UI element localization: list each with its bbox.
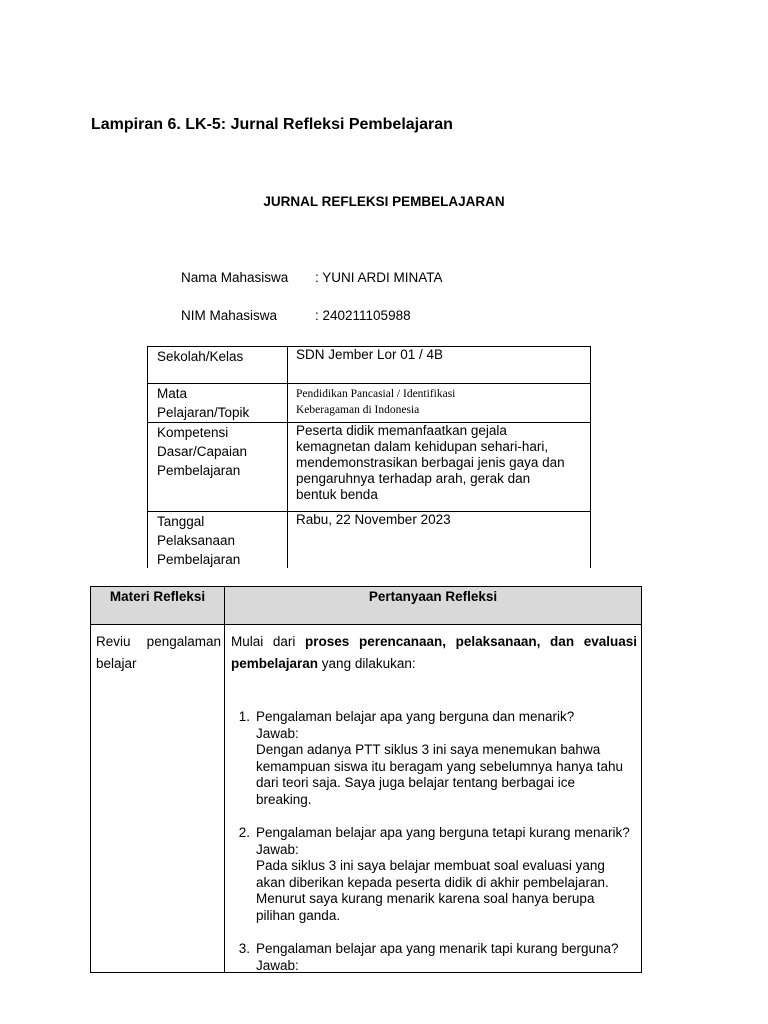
- topic-label: Mata Pelajaran/Topik: [148, 384, 288, 422]
- competency-label-line: Kompetensi: [157, 425, 229, 440]
- intro-line: [231, 656, 416, 671]
- answer-line: Jawab:: [256, 841, 299, 857]
- question-item: [231, 825, 637, 924]
- document-title: JURNAL REFLEKSI PEMBELAJARAN: [263, 194, 505, 209]
- competency-label-line: Dasar/Capaian: [157, 444, 248, 459]
- intro-plain: yang dilakukan:: [318, 656, 416, 671]
- competency-value-line: mendemonstrasikan berbagai jenis gaya dan: [296, 455, 565, 470]
- topic-value: [288, 384, 590, 422]
- answer-line: pilihan ganda.: [256, 907, 341, 923]
- question-item: [231, 941, 637, 973]
- student-nim-value: : 240211105988: [315, 308, 411, 323]
- topic-value-line: Keberagaman di Indonesia: [296, 404, 420, 416]
- student-name-label: Nama Mahasiswa: [181, 270, 289, 285]
- question-line: Pengalaman belajar apa yang menarik tapi kurang berguna?: [256, 941, 619, 956]
- question-number: 3.: [238, 941, 250, 956]
- competency-value-line: kemagnetan dalam kehidupan sehari-hari,: [296, 439, 549, 454]
- reflection-header-row: [91, 587, 641, 625]
- date-label-line: Tanggal Pelaksanaan: [157, 514, 236, 548]
- date-label-line: Pembelajaran: [157, 552, 241, 567]
- intro-line: [231, 631, 637, 653]
- date-value: Rabu, 22 November 2023: [296, 512, 451, 527]
- intro-plain: Mulai dari: [231, 634, 306, 649]
- answer-line: Dengan adanya PTT siklus 3 ini saya menemukan bahwa: [256, 742, 601, 757]
- answer-line: kemampuan siswa itu beragam yang sebelumnya hanya tahu: [256, 758, 623, 774]
- material-line: belajar: [96, 656, 137, 671]
- topic-value-line: Pendidikan Pancasial / Identifikasi: [296, 388, 456, 400]
- material-line: Reviu pengalaman: [96, 634, 221, 649]
- answer-line: akan diberikan kepada peserta didik di akhir pembelajaran.: [256, 874, 609, 890]
- topic-row: [148, 384, 590, 423]
- intro-bold: proses perencanaan, pelaksanaan, dan evaluasi: [305, 634, 637, 649]
- page-heading: Lampiran 6. LK-5: Jurnal Refleksi Pembelajaran: [91, 116, 453, 133]
- competency-row: [148, 423, 590, 512]
- reflection-intro: [231, 631, 637, 675]
- question-line: Pengalaman belajar apa yang berguna dan menarik?: [256, 709, 575, 724]
- identity-table: [147, 346, 591, 568]
- question-list: [231, 709, 637, 973]
- school-label: Sekolah/Kelas: [148, 347, 288, 383]
- competency-value-line: pengaruhnya terhadap arah, gerak dan: [296, 471, 531, 486]
- school-row: [148, 347, 590, 384]
- competency-label-line: Pembelajaran: [157, 463, 241, 478]
- material-cell: [91, 625, 225, 973]
- answer-line: Menurut saya kurang menarik karena soal hanya berupa: [256, 891, 595, 906]
- competency-value-line: bentuk benda: [296, 487, 378, 502]
- question-number: 1.: [238, 709, 250, 724]
- answer-line: breaking.: [256, 791, 312, 807]
- answer-line: Jawab:: [256, 725, 299, 741]
- competency-value: [288, 423, 590, 511]
- question-text: [256, 941, 637, 973]
- answer-line: Jawab:: [256, 957, 299, 973]
- material-header: Materi Refleksi: [91, 587, 225, 624]
- student-name-row: [181, 270, 443, 285]
- question-text: [256, 825, 637, 924]
- competency-label: [148, 423, 288, 511]
- question-line: Pengalaman belajar apa yang berguna tetapi kurang menarik?: [256, 825, 630, 840]
- question-number: 2.: [238, 825, 250, 840]
- answer-line: Pada siklus 3 ini saya belajar membuat soal evaluasi yang: [256, 858, 605, 873]
- question-header: Pertanyaan Refleksi: [368, 589, 498, 604]
- student-nim-label: NIM Mahasiswa: [181, 308, 278, 323]
- student-name-value: : YUNI ARDI MINATA: [315, 270, 443, 285]
- intro-bold: pembelajaran: [231, 656, 319, 671]
- date-row: [148, 512, 590, 568]
- question-text: [256, 709, 637, 808]
- student-nim-row: [181, 308, 411, 323]
- answer-line: dari teori saja. Saya juga belajar tentang berbagai ice: [256, 775, 575, 790]
- question-cell: [225, 625, 641, 973]
- school-value: SDN Jember Lor 01 / 4B: [296, 347, 444, 362]
- date-label: [148, 512, 288, 568]
- reflection-table: [90, 586, 642, 973]
- question-item: [231, 709, 637, 808]
- reflection-body-row: [91, 625, 641, 973]
- competency-value-line: Peserta didik memanfaatkan gejala: [296, 423, 507, 438]
